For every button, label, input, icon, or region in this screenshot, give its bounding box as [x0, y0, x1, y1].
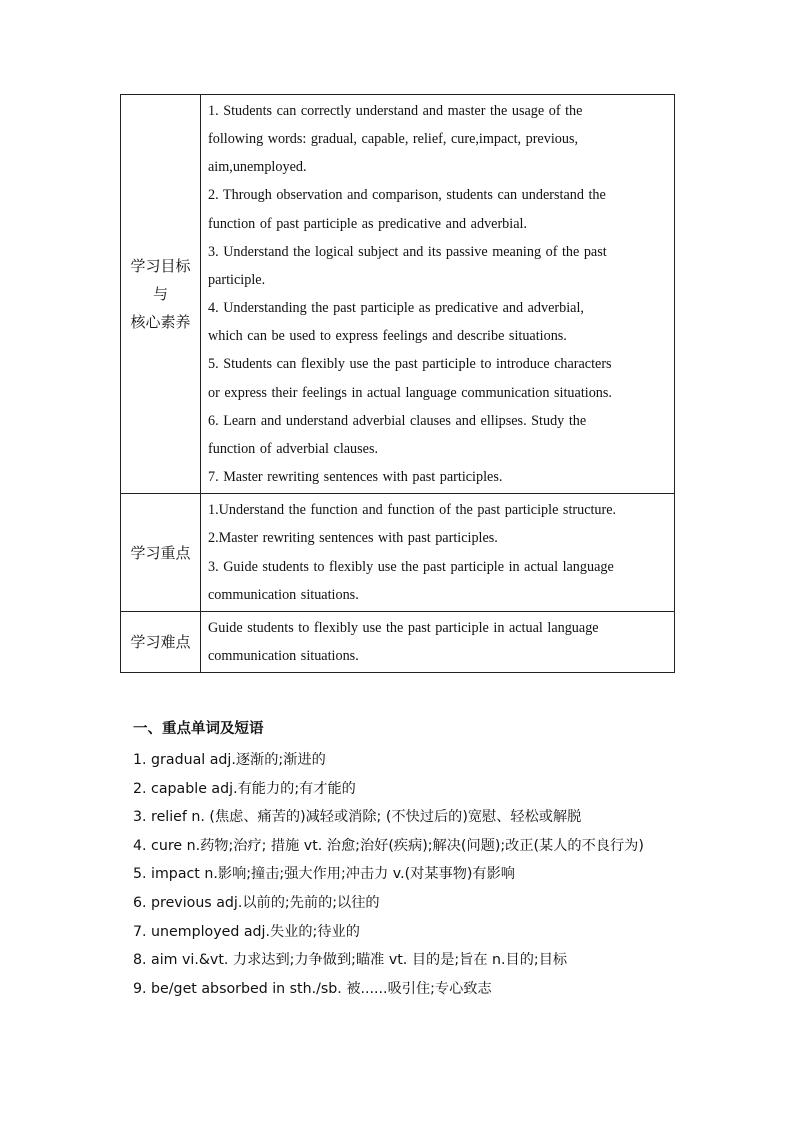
content-line: aim,unemployed.: [208, 159, 307, 176]
row-label: [121, 95, 201, 494]
row-label-line: 学习难点: [130, 632, 191, 651]
content-line: 4. Understanding the past participle as predicative and adverbial,: [208, 300, 584, 317]
vocabulary-list: [133, 746, 673, 1003]
content-line: 3. Understand the logical subject and its passive meaning of the past: [208, 243, 607, 260]
row-label: [121, 611, 201, 672]
content-line: 6. Learn and understand adverbial clauses and ellipses. Study the: [208, 412, 587, 429]
row-label-line: 与: [152, 285, 168, 304]
vocabulary-item: 1. gradual adj.逐渐的;渐进的: [133, 752, 326, 768]
row-label-line: 学习目标: [130, 257, 191, 276]
vocabulary-item: 5. impact n.影响;撞击;强大作用;冲击力 v.(对某事物)有影响: [133, 866, 515, 883]
content-line: 7. Master rewriting sentences with past participles.: [208, 469, 503, 486]
content-line: 2. Through observation and comparison, students can understand the: [208, 187, 606, 204]
section-title: 一、重点单词及短语: [133, 721, 264, 737]
content-line: 1.Understand the function and function of the past participle structure.: [208, 502, 617, 519]
content-line: 5. Students can flexibly use the past participle to introduce characters: [208, 356, 612, 373]
vocabulary-item: 8. aim vi.&vt. 力求达到;力争做到;瞄准 vt. 目的是;旨在 n.目的;目标: [133, 952, 568, 969]
vocabulary-item: 2. capable adj.有能力的;有才能的: [133, 780, 356, 797]
table-row: [121, 95, 675, 494]
vocabulary-item: 7. unemployed adj.失业的;待业的: [133, 923, 360, 940]
row-content: [201, 494, 675, 612]
table-row: [121, 611, 675, 672]
content-line: participle.: [208, 271, 266, 288]
content-line: or express their feelings in actual language communication situations.: [208, 384, 612, 401]
content-line: communication situations.: [208, 586, 359, 603]
row-label: [121, 494, 201, 612]
key-vocabulary-section: [133, 718, 673, 1003]
content-line: function of past participle as predicative and adverbial.: [208, 215, 528, 232]
row-label-line: 核心素养: [130, 313, 191, 332]
vocabulary-item: 6. previous adj.以前的;先前的;以往的: [133, 894, 380, 911]
row-content: [201, 611, 675, 672]
vocabulary-item: 3. relief n. (焦虑、痛苦的)减轻或消除; (不快过后的)宽慰、轻松或解脱: [133, 809, 582, 826]
vocabulary-item: 4. cure n.药物;治疗; 措施 vt. 治愈;治好(疾病);解决(问题);改正(某人的不良行为): [133, 837, 644, 854]
content-line: communication situations.: [208, 647, 359, 664]
row-label-line: 学习重点: [130, 543, 191, 562]
content-line: function of adverbial clauses.: [208, 440, 379, 457]
row-content: [201, 95, 675, 494]
table-row: [121, 494, 675, 612]
content-line: 2.Master rewriting sentences with past participles.: [208, 530, 498, 547]
content-line: Guide students to flexibly use the past participle in actual language: [208, 619, 599, 636]
learning-objectives-table: [120, 94, 675, 673]
table-body: [121, 95, 675, 673]
content-line: following words: gradual, capable, relief, cure,impact, previous,: [208, 131, 579, 148]
content-line: which can be used to express feelings and describe situations.: [208, 328, 567, 345]
content-line: 1. Students can correctly understand and master the usage of the: [208, 103, 583, 119]
vocabulary-item: 9. be/get absorbed in sth./sb. 被......吸引住;专心致志: [133, 980, 492, 997]
content-line: 3. Guide students to flexibly use the past participle in actual language: [208, 558, 614, 575]
